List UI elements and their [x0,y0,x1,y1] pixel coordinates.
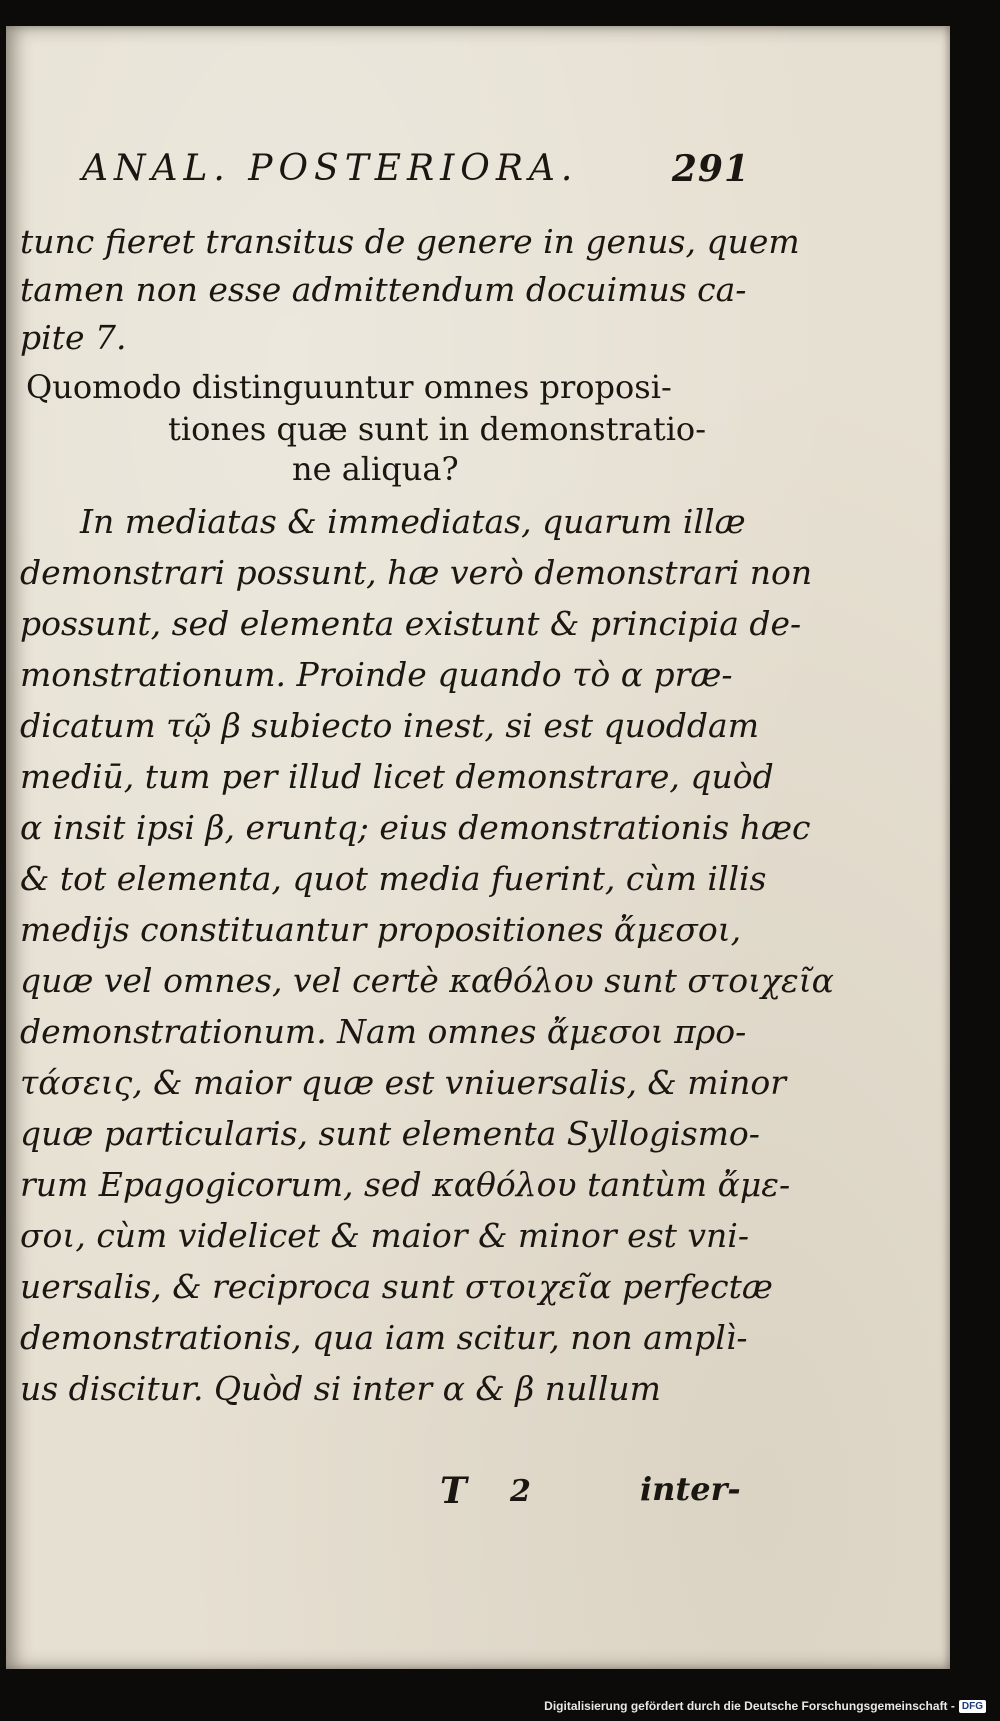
text-line: us discitur. Quòd si inter α & β nullum [20,1369,661,1408]
signature-number: 2 [510,1474,531,1509]
text-line: σοι, cùm videlicet & maior & minor est vni- [20,1216,749,1255]
question-line: tiones quæ sunt in demonstratio- [168,410,706,448]
text-line: quæ vel omnes, vel certè καθόλου sunt στοιχεῖα [20,961,834,1000]
credit-text: Digitalisierung gefördert durch die Deutsche Forschungsgemeinschaft - [544,1699,955,1713]
running-title: ANAL. POSTERIORA. [82,148,579,189]
signature-mark: T [440,1470,467,1512]
text-line: mediū, tum per illud licet demonstrare, quòd [20,757,774,796]
text-line: medijs constituantur propositiones ἄμεσοι, [20,910,742,949]
question-line: ne aliqua? [292,450,459,488]
text-line: uersalis, & reciproca sunt στοιχεῖα perfectæ [20,1267,773,1306]
book-page [6,26,950,1669]
text-line: monstrationum. Proinde quando τὸ α præ- [20,655,733,694]
digitization-credit [544,1699,986,1717]
text-line: α insit ipsi β, eruntq; eius demonstrationis hæc [20,808,811,847]
text-line: demonstrationum. Nam omnes ἄμεσοι προ- [20,1012,747,1051]
text-line: quæ particularis, sunt elementa Syllogismo- [20,1114,760,1153]
page-number: 291 [671,148,750,190]
catchword-row [20,1470,740,1520]
text-line: dicatum τῷ β subiecto inest, si est quoddam [20,706,760,745]
text-line: & tot elementa, quot media fuerint, cùm illis [20,859,767,898]
question-line: Quomodo distinguuntur omnes proposi- [26,368,672,406]
text-line: tunc fieret transitus de genere in genus, quem [20,222,800,261]
text-line: tamen non esse admittendum docuimus ca- [20,270,747,309]
text-line: pite 7. [20,318,127,357]
text-line: possunt, sed elementa existunt & principia de- [20,604,802,643]
text-line: rum Epagogicorum, sed καθόλου tantùm ἄμε- [20,1165,791,1204]
text-line: τάσεις, & maior quæ est vniuersalis, & minor [20,1063,787,1102]
catchword: inter- [640,1470,741,1508]
text-line: In mediatas & immediatas, quarum illæ [80,502,746,541]
text-line: demonstrari possunt, hæ verò demonstrari non [20,553,813,592]
text-line: demonstrationis, qua iam scitur, non amplì- [20,1318,748,1357]
dfg-logo: DFG [959,1700,986,1713]
running-header [82,148,750,204]
